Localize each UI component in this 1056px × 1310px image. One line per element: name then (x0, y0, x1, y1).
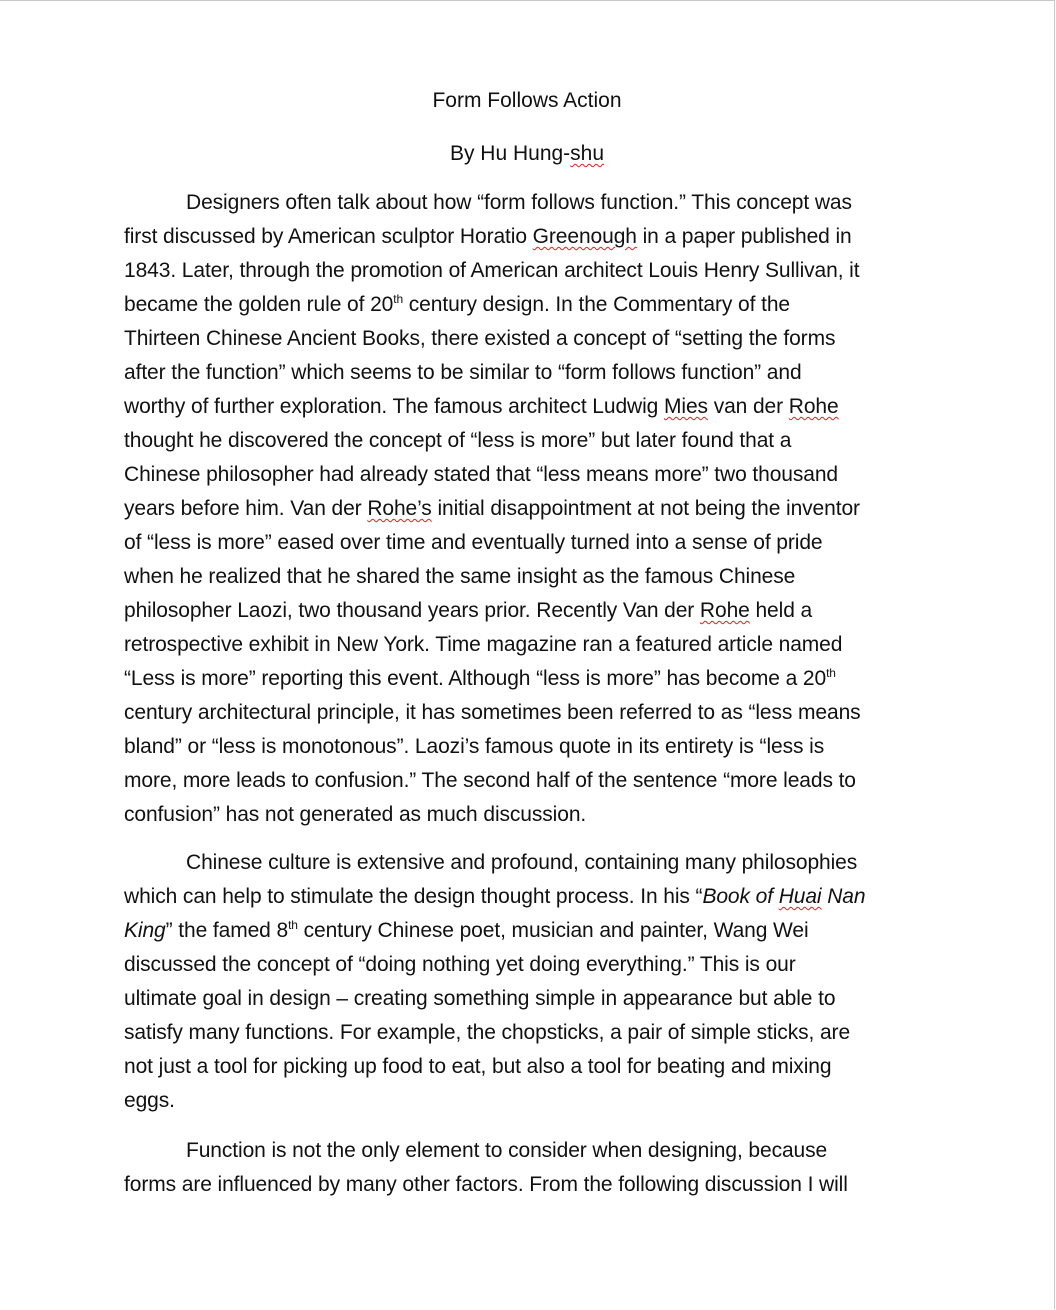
text-line (124, 667, 836, 691)
text-segment: van der (707, 395, 789, 418)
text-segment: bland” or “less is monotonous”. Laozi’s famous quote in its entirety is “less is (124, 735, 825, 758)
text-segment: century design. In the Commentary of the (403, 293, 790, 316)
text-segment: eggs. (124, 1089, 175, 1112)
text-segment: after the function” which seems to be similar to “form follows function” and (124, 361, 802, 384)
text-segment: held a (749, 599, 813, 622)
text-segment: ” the famed 8 (165, 919, 289, 942)
text-segment: in a paper published in (636, 225, 852, 248)
text-line (124, 735, 824, 759)
text-line (124, 565, 795, 589)
text-line (124, 803, 586, 827)
text-line (124, 701, 861, 725)
misspelled-word: Rohe (699, 599, 750, 622)
text-line (124, 259, 859, 283)
text-line (124, 497, 860, 521)
misspelled-word: Huai (778, 885, 822, 908)
text-line (186, 1139, 827, 1163)
text-line (124, 361, 802, 385)
text-segment: Chinese philosopher had already stated that “less means more” two thousand (124, 463, 839, 486)
text-segment: forms are influenced by many other factors. From the following discussion I will (124, 1173, 848, 1196)
text-segment: Designers often talk about how “form follows function.” This concept was (186, 191, 852, 214)
text-line (186, 851, 857, 875)
text-segment: King (124, 919, 166, 942)
misspelled-word: Greenough (532, 225, 637, 248)
misspelled-word: Mies (664, 395, 708, 418)
text-segment: century architectural principle, it has sometimes been referred to as “less means (124, 701, 861, 724)
text-line (124, 293, 790, 317)
ordinal-superscript: th (288, 918, 298, 932)
text-line (124, 395, 839, 419)
text-segment: Nan (821, 885, 866, 908)
text-segment: worthy of further exploration. The famous architect Ludwig (124, 395, 664, 418)
text-line (124, 1173, 848, 1197)
text-segment: thought he discovered the concept of “less is more” but later found that a (124, 429, 792, 452)
text-segment: philosopher Laozi, two thousand years prior. Recently Van der (124, 599, 700, 622)
text-segment: which can help to stimulate the design thought process. In his “ (124, 885, 703, 908)
text-segment: 1843. Later, through the promotion of American architect Louis Henry Sullivan, it (124, 259, 860, 282)
text-line (124, 1021, 850, 1045)
text-segment: first discussed by American sculptor Horatio (124, 225, 533, 248)
text-segment: satisfy many functions. For example, the chopsticks, a pair of simple sticks, are (124, 1021, 851, 1044)
text-line (186, 191, 852, 215)
byline-text: By Hu Hung- (449, 142, 571, 165)
text-segment: when he realized that he shared the same insight as the famous Chinese (124, 565, 796, 588)
text-segment: of “less is more” eased over time and eventually turned into a sense of pride (124, 531, 823, 554)
text-segment: century Chinese poet, musician and painter, Wang Wei (297, 919, 809, 942)
text-line (124, 953, 796, 977)
text-segment: initial disappointment at not being the inventor (431, 497, 860, 520)
text-segment: Book of (702, 885, 779, 908)
document-byline (0, 142, 1054, 166)
byline-misspelled-word: shu (570, 142, 605, 165)
text-line (124, 885, 865, 909)
misspelled-word: Rohe (788, 395, 839, 418)
text-segment: “Less is more” reporting this event. Although “less is more” has become a 20 (124, 667, 827, 690)
ordinal-superscript: th (393, 292, 404, 306)
text-segment: ultimate goal in design – creating something simple in appearance but able to (124, 987, 836, 1010)
text-line (124, 429, 791, 453)
text-line (124, 225, 852, 249)
text-segment: Chinese culture is extensive and profound, containing many philosophies (186, 851, 858, 874)
document-title: Form Follows Action (432, 89, 622, 112)
text-segment: years before him. Van der (124, 497, 368, 520)
text-segment: retrospective exhibit in New York. Time magazine ran a featured article named (124, 633, 843, 656)
text-segment: Function is not the only element to consider when designing, because (186, 1139, 828, 1162)
text-line (124, 769, 856, 793)
text-line (124, 599, 812, 623)
text-line (124, 919, 809, 943)
text-line (124, 987, 835, 1011)
text-line (124, 1089, 175, 1113)
text-segment: confusion” has not generated as much discussion. (124, 803, 587, 826)
text-line (124, 463, 838, 487)
text-line (124, 633, 842, 657)
text-line (124, 1055, 831, 1079)
misspelled-word: Rohe’s (367, 497, 432, 520)
text-segment: not just a tool for picking up food to eat, but also a tool for beating and mixing (124, 1055, 832, 1078)
text-segment: Thirteen Chinese Ancient Books, there existed a concept of “setting the forms (124, 327, 836, 350)
text-segment: became the golden rule of 20 (124, 293, 394, 316)
text-line (124, 327, 835, 351)
text-segment: discussed the concept of “doing nothing yet doing everything.” This is our (124, 953, 796, 976)
text-line (124, 531, 823, 555)
text-segment: more, more leads to confusion.” The second half of the sentence “more leads to (124, 769, 856, 792)
ordinal-superscript: th (826, 666, 836, 680)
